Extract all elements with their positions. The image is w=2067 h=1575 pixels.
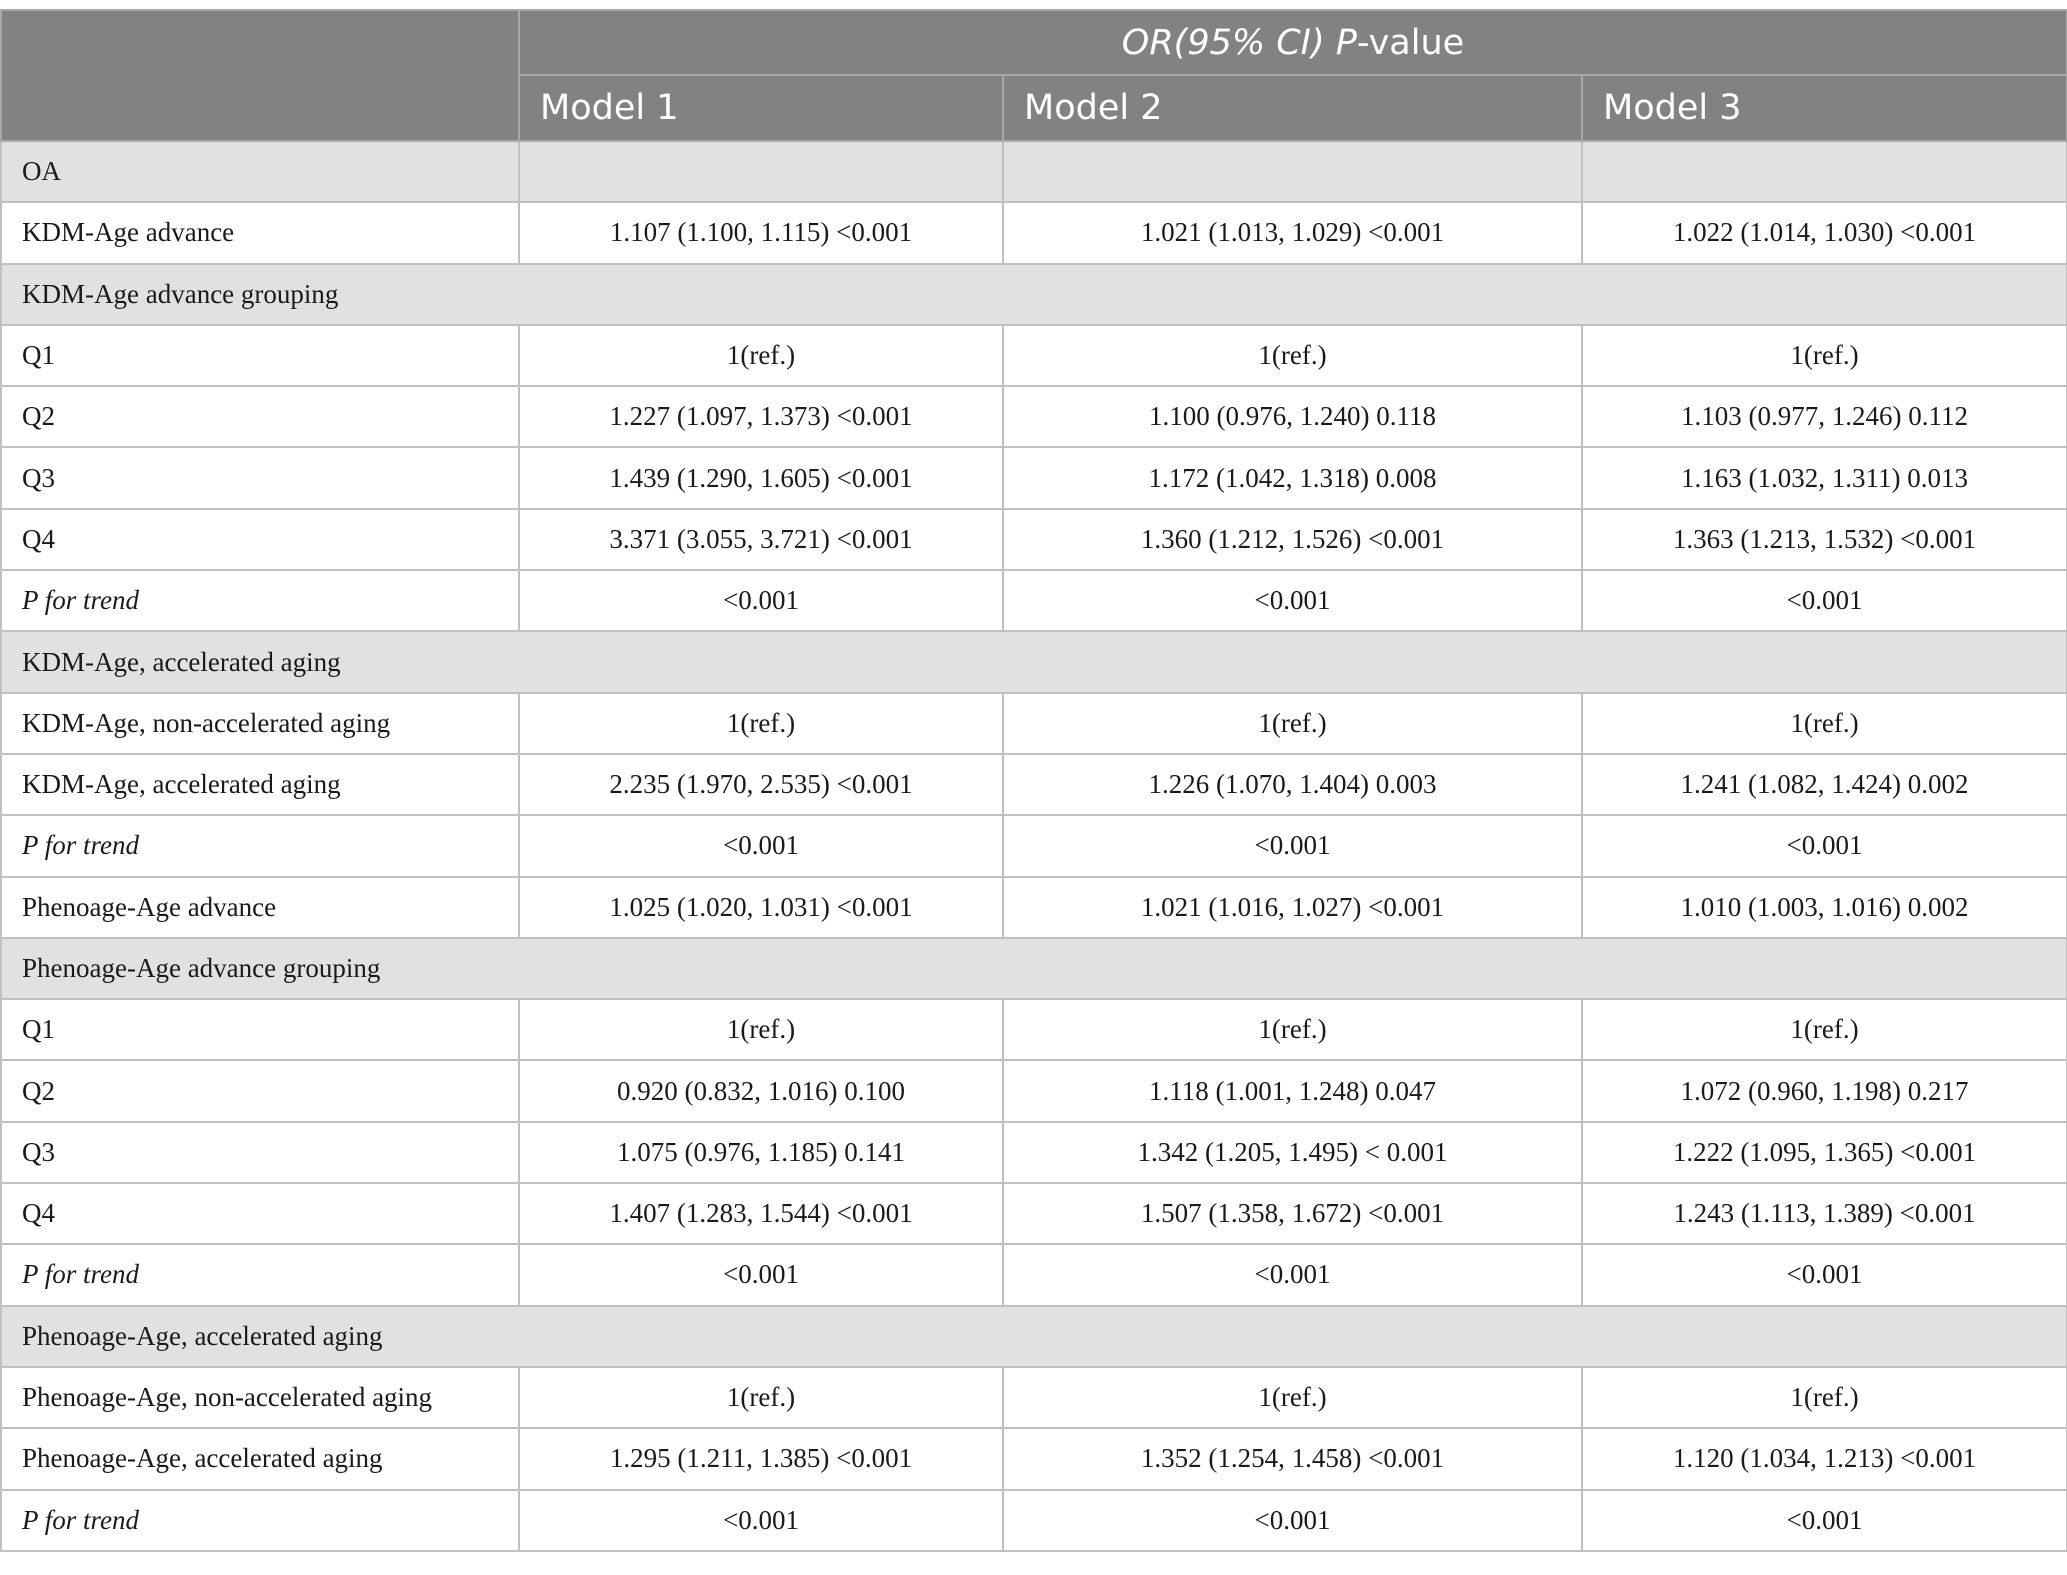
model-3-value: 1.163 (1.032, 1.311) 0.013	[1582, 447, 2067, 508]
table-row	[1, 1060, 2067, 1121]
row-label: Q2	[1, 1060, 519, 1121]
table-row	[1, 386, 2067, 447]
model-2-value: 1.021 (1.016, 1.027) <0.001	[1003, 877, 1582, 938]
model-2-value: 1.342 (1.205, 1.495) < 0.001	[1003, 1122, 1582, 1183]
model-3-value: 1.222 (1.095, 1.365) <0.001	[1582, 1122, 2067, 1183]
table-section-row	[1, 631, 2067, 692]
table-row	[1, 999, 2067, 1060]
table-row	[1, 202, 2067, 263]
model-2-value: 1(ref.)	[1003, 1367, 1582, 1428]
section-blank-cell	[1582, 141, 2067, 202]
model-3-value: 1(ref.)	[1582, 693, 2067, 754]
header-blank-cell	[1, 10, 519, 141]
table-section-row	[1, 141, 2067, 202]
model-1-value: 2.235 (1.970, 2.535) <0.001	[519, 754, 1003, 815]
row-label: Q1	[1, 325, 519, 386]
model-2-value: 1(ref.)	[1003, 693, 1582, 754]
row-label: Q4	[1, 1183, 519, 1244]
row-label: Q3	[1, 1122, 519, 1183]
model-3-value: <0.001	[1582, 570, 2067, 631]
row-label: KDM-Age advance	[1, 202, 519, 263]
header-model-1: Model 1	[519, 75, 1003, 141]
model-3-value: 1(ref.)	[1582, 999, 2067, 1060]
model-3-value: 1.243 (1.113, 1.389) <0.001	[1582, 1183, 2067, 1244]
odds-ratio-table	[0, 9, 2067, 1552]
model-2-value: <0.001	[1003, 815, 1582, 876]
row-label: Q3	[1, 447, 519, 508]
model-1-value: 1.227 (1.097, 1.373) <0.001	[519, 386, 1003, 447]
model-3-value: 1.072 (0.960, 1.198) 0.217	[1582, 1060, 2067, 1121]
model-1-value: 1.075 (0.976, 1.185) 0.141	[519, 1122, 1003, 1183]
model-2-value: 1.507 (1.358, 1.672) <0.001	[1003, 1183, 1582, 1244]
model-3-value: 1.010 (1.003, 1.016) 0.002	[1582, 877, 2067, 938]
row-label: P for trend	[1, 570, 519, 631]
table-row	[1, 1183, 2067, 1244]
model-1-value: <0.001	[519, 570, 1003, 631]
model-2-value: <0.001	[1003, 1244, 1582, 1305]
table-row	[1, 570, 2067, 631]
model-1-value: 1.025 (1.020, 1.031) <0.001	[519, 877, 1003, 938]
model-2-value: 1.360 (1.212, 1.526) <0.001	[1003, 509, 1582, 570]
model-3-value: <0.001	[1582, 815, 2067, 876]
model-1-value: 1.295 (1.211, 1.385) <0.001	[519, 1428, 1003, 1489]
section-label: OA	[1, 141, 519, 202]
row-label: Q4	[1, 509, 519, 570]
model-3-value: 1.241 (1.082, 1.424) 0.002	[1582, 754, 2067, 815]
model-3-value: 1(ref.)	[1582, 325, 2067, 386]
results-table-container	[0, 9, 2066, 1552]
model-2-value: 1.100 (0.976, 1.240) 0.118	[1003, 386, 1582, 447]
table-row	[1, 1428, 2067, 1489]
model-1-value: 0.920 (0.832, 1.016) 0.100	[519, 1060, 1003, 1121]
model-2-value: <0.001	[1003, 1490, 1582, 1551]
row-label: Phenoage-Age advance	[1, 877, 519, 938]
table-row	[1, 1367, 2067, 1428]
table-row	[1, 509, 2067, 570]
row-label: KDM-Age, accelerated aging	[1, 754, 519, 815]
table-row	[1, 815, 2067, 876]
model-1-value: <0.001	[519, 1490, 1003, 1551]
section-label: Phenoage-Age advance grouping	[1, 938, 2067, 999]
model-3-value: <0.001	[1582, 1244, 2067, 1305]
section-blank-cell	[1003, 141, 1582, 202]
table-row	[1, 1122, 2067, 1183]
model-2-value: 1.226 (1.070, 1.404) 0.003	[1003, 754, 1582, 815]
model-1-value: <0.001	[519, 815, 1003, 876]
table-body	[1, 141, 2067, 1551]
section-label: KDM-Age, accelerated aging	[1, 631, 2067, 692]
model-3-value: <0.001	[1582, 1490, 2067, 1551]
table-section-row	[1, 938, 2067, 999]
header-model-2: Model 2	[1003, 75, 1582, 141]
table-row	[1, 325, 2067, 386]
header-model-3: Model 3	[1582, 75, 2067, 141]
model-3-value: 1.120 (1.034, 1.213) <0.001	[1582, 1428, 2067, 1489]
model-1-value: 1.407 (1.283, 1.544) <0.001	[519, 1183, 1003, 1244]
table-row	[1, 754, 2067, 815]
model-3-value: 1.022 (1.014, 1.030) <0.001	[1582, 202, 2067, 263]
table-row	[1, 447, 2067, 508]
header-group-label	[519, 10, 2067, 75]
model-2-value: 1.118 (1.001, 1.248) 0.047	[1003, 1060, 1582, 1121]
table-row	[1, 1490, 2067, 1551]
row-label: Phenoage-Age, non-accelerated aging	[1, 1367, 519, 1428]
table-row	[1, 1244, 2067, 1305]
row-label: Phenoage-Age, accelerated aging	[1, 1428, 519, 1489]
model-1-value: 1(ref.)	[519, 999, 1003, 1060]
model-1-value: 3.371 (3.055, 3.721) <0.001	[519, 509, 1003, 570]
row-label: Q1	[1, 999, 519, 1060]
model-2-value: 1.021 (1.013, 1.029) <0.001	[1003, 202, 1582, 263]
section-blank-cell	[519, 141, 1003, 202]
model-1-value: 1(ref.)	[519, 1367, 1003, 1428]
model-2-value: 1(ref.)	[1003, 999, 1582, 1060]
row-label: P for trend	[1, 815, 519, 876]
table-section-row	[1, 264, 2067, 325]
model-1-value: 1.439 (1.290, 1.605) <0.001	[519, 447, 1003, 508]
header-group-label-rest: -value	[1356, 22, 1465, 63]
section-label: Phenoage-Age, accelerated aging	[1, 1306, 2067, 1367]
table-row	[1, 693, 2067, 754]
row-label: P for trend	[1, 1244, 519, 1305]
model-1-value: 1(ref.)	[519, 325, 1003, 386]
model-1-value: <0.001	[519, 1244, 1003, 1305]
section-label: KDM-Age advance grouping	[1, 264, 2067, 325]
table-row	[1, 877, 2067, 938]
model-1-value: 1.107 (1.100, 1.115) <0.001	[519, 202, 1003, 263]
model-2-value: 1.352 (1.254, 1.458) <0.001	[1003, 1428, 1582, 1489]
row-label: P for trend	[1, 1490, 519, 1551]
table-header	[1, 10, 2067, 141]
row-label: Q2	[1, 386, 519, 447]
model-2-value: 1.172 (1.042, 1.318) 0.008	[1003, 447, 1582, 508]
model-3-value: 1(ref.)	[1582, 1367, 2067, 1428]
model-1-value: 1(ref.)	[519, 693, 1003, 754]
model-3-value: 1.363 (1.213, 1.532) <0.001	[1582, 509, 2067, 570]
header-row-group	[1, 10, 2067, 75]
model-2-value: 1(ref.)	[1003, 325, 1582, 386]
model-2-value: <0.001	[1003, 570, 1582, 631]
model-3-value: 1.103 (0.977, 1.246) 0.112	[1582, 386, 2067, 447]
row-label: KDM-Age, non-accelerated aging	[1, 693, 519, 754]
header-group-label-italic: OR(95% CI) P	[1121, 22, 1357, 63]
table-section-row	[1, 1306, 2067, 1367]
